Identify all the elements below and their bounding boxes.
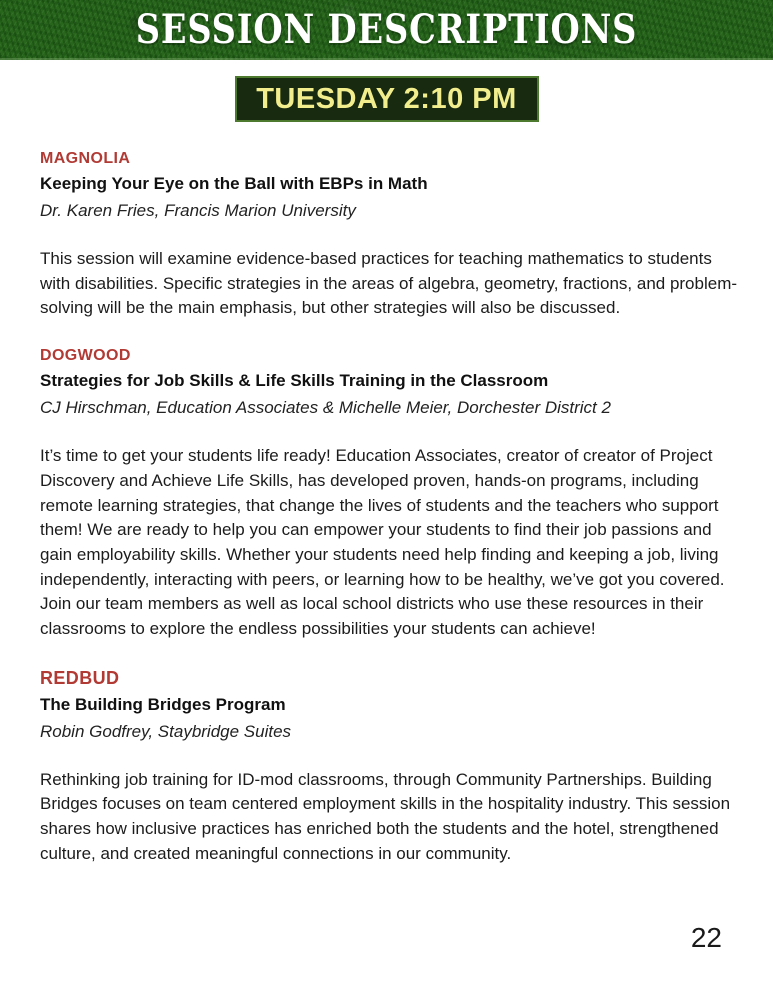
session-speakers: CJ Hirschman, Education Associates & Michelle Meier, Dorchester District 2 bbox=[40, 398, 611, 418]
session-speakers: Dr. Karen Fries, Francis Marion University bbox=[40, 201, 356, 220]
time-banner bbox=[235, 76, 539, 122]
session-description: It’s time to get your students life ready! Education Associates, creator of creator of Project Discovery and Achieve Life Skills, has developed proven, hands-on programs, including remote learning strategies, that change the lives of students and the teachers who support them! We are ready to help you can empower your students to find their job passions and gain employability skills. Whether your students need help finding and keeping a job, living independently, interacting with peers, or learning how to be healthy, we’ve got you covered. Join our team members as well as local school districts who use these resources in their classrooms to explore the endless possibilities your students can achieve! bbox=[40, 446, 725, 639]
session-title: Keeping Your Eye on the Ball with EBPs in Math bbox=[40, 174, 428, 193]
session-description: Rethinking job training for ID-mod classrooms, through Community Partnerships. Building Bridges focuses on team centered employment skills in the hospitality industry. This session shares how inclusive practices has enriched both the students and the hotel, strengthened culture, and created meaningful connections in our community. bbox=[40, 769, 731, 863]
session-redbud bbox=[40, 668, 740, 867]
time-banner-label: TUESDAY 2:10 PM bbox=[256, 82, 517, 115]
session-title: Strategies for Job Skills & Life Skills Training in the Classroom bbox=[40, 371, 549, 391]
page-title: SESSION DESCRIPTIONS bbox=[135, 5, 638, 53]
session-title: The Building Bridges Program bbox=[40, 694, 286, 714]
session-magnolia bbox=[40, 150, 740, 321]
session-speakers: Robin Godfrey, Staybridge Suites bbox=[40, 721, 292, 741]
session-description: This session will examine evidence-based practices for teaching mathematics to students with disabilities. Specific strategies in the areas of algebra, geometry, fractions, and problem-solving will be the main emphasis, but other strategies will also be discussed. bbox=[40, 249, 738, 318]
session-list bbox=[0, 122, 773, 867]
room-name: MAGNOLIA bbox=[40, 150, 131, 167]
page-number: 22 bbox=[690, 922, 722, 953]
header-banner bbox=[0, 0, 773, 60]
session-dogwood bbox=[40, 347, 740, 642]
room-name: REDBUD bbox=[40, 667, 120, 688]
room-name: DOGWOOD bbox=[40, 347, 131, 365]
